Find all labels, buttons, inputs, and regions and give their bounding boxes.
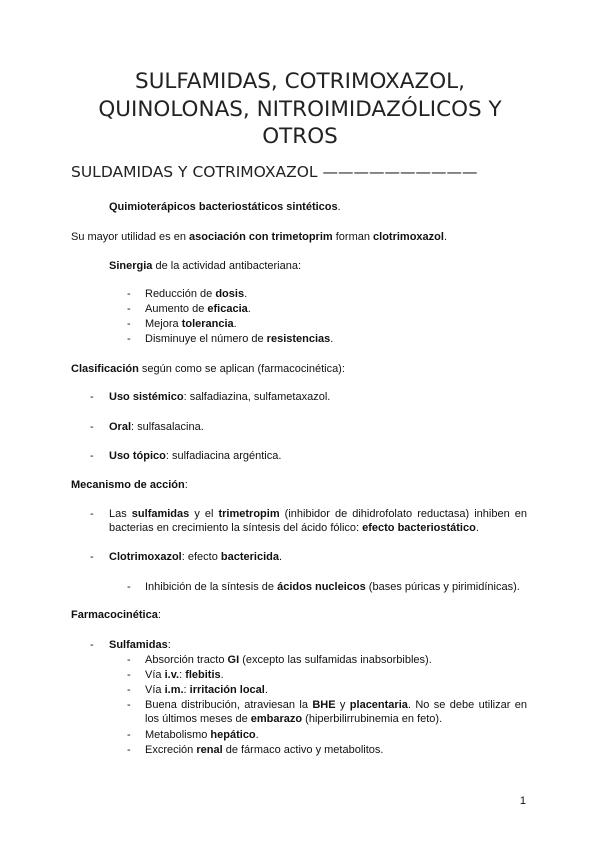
pharmacokinetics-heading: Farmacocinética: xyxy=(71,609,161,621)
bullet-dash: - xyxy=(127,303,131,315)
bullet-dash: - xyxy=(127,318,131,330)
pk-item: Excreción renal de fármaco activo y metabolitos. xyxy=(145,744,384,756)
pk-item: Vía i.v.: flebitis. xyxy=(145,669,224,681)
bullet-dash: - xyxy=(90,421,94,433)
pk-item: Absorción tracto GI (excepto las sulfamidas inabsorbibles). xyxy=(145,654,432,666)
bullet-dash: - xyxy=(90,450,94,462)
usage-line: Su mayor utilidad es en asociación con trimetoprim forman clotrimoxazol. xyxy=(71,231,447,243)
synergy-item: Reducción de dosis. xyxy=(145,288,248,300)
classification-item: Uso sistémico: salfadiazina, sulfametaxazol. xyxy=(109,391,331,403)
mechanism-heading: Mecanismo de acción: xyxy=(71,479,188,491)
synergy-item: Mejora tolerancia. xyxy=(145,318,237,330)
intro-line: Quimioterápicos bacteriostáticos sintéticos. xyxy=(109,201,341,213)
synergy-heading: Sinergia de la actividad antibacteriana: xyxy=(109,260,302,272)
bullet-dash: - xyxy=(90,551,94,563)
section-heading xyxy=(71,163,477,181)
section-heading-text: SULDAMIDAS Y COTRIMOXAZOL xyxy=(71,163,318,181)
mechanism-item-clotrimoxazol: Clotrimoxazol: efecto bactericida. xyxy=(109,551,283,563)
bullet-dash: - xyxy=(127,684,131,696)
classification-item: Oral: sulfasalacina. xyxy=(109,421,204,433)
synergy-item: Disminuye el número de resistencias. xyxy=(145,333,334,345)
bullet-dash: - xyxy=(127,669,131,681)
mechanism-subitem: Inhibición de la síntesis de ácidos nucleicos (bases púricas y pirimidínicas). xyxy=(145,581,520,593)
bullet-dash: - xyxy=(127,333,131,345)
bullet-dash: - xyxy=(127,744,131,756)
section-rule: —————————— xyxy=(322,163,478,181)
classification-heading: Clasificación según como se aplican (farmacocinética): xyxy=(71,363,345,375)
bullet-dash: - xyxy=(127,654,131,666)
classification-item: Uso tópico: sulfadiacina argéntica. xyxy=(109,450,282,462)
bullet-dash: - xyxy=(127,729,131,741)
page-title: SULFAMIDAS, COTRIMOXAZOL, QUINOLONAS, NITROIMIDAZÓLICOS Y OTROS xyxy=(98,69,502,149)
pk-item: Metabolismo hepático. xyxy=(145,729,259,741)
bullet-dash: - xyxy=(127,699,131,711)
bullet-dash: - xyxy=(127,581,131,593)
bullet-dash: - xyxy=(90,391,94,403)
bullet-dash: - xyxy=(90,639,94,651)
page-number: 1 xyxy=(519,795,526,807)
pharmacokinetics-group: Sulfamidas: xyxy=(109,639,171,651)
bullet-dash: - xyxy=(127,288,131,300)
bullet-dash: - xyxy=(90,508,94,520)
synergy-item: Aumento de eficacia. xyxy=(145,303,251,315)
mechanism-item-sulfamidas: Las sulfamidas y el trimetropim (inhibidor de dihidrofolato reductasa) inhiben en bacterias en crecimiento la síntesis del ácido fólico: efecto bacteriostático. xyxy=(109,508,528,534)
pk-item: Buena distribución, atraviesan la BHE y placentaria. No se debe utilizar en los últimos meses de embarazo (hiperbilirrubinemia en feto). xyxy=(145,699,527,725)
pk-item: Vía i.m.: irritación local. xyxy=(145,684,268,696)
